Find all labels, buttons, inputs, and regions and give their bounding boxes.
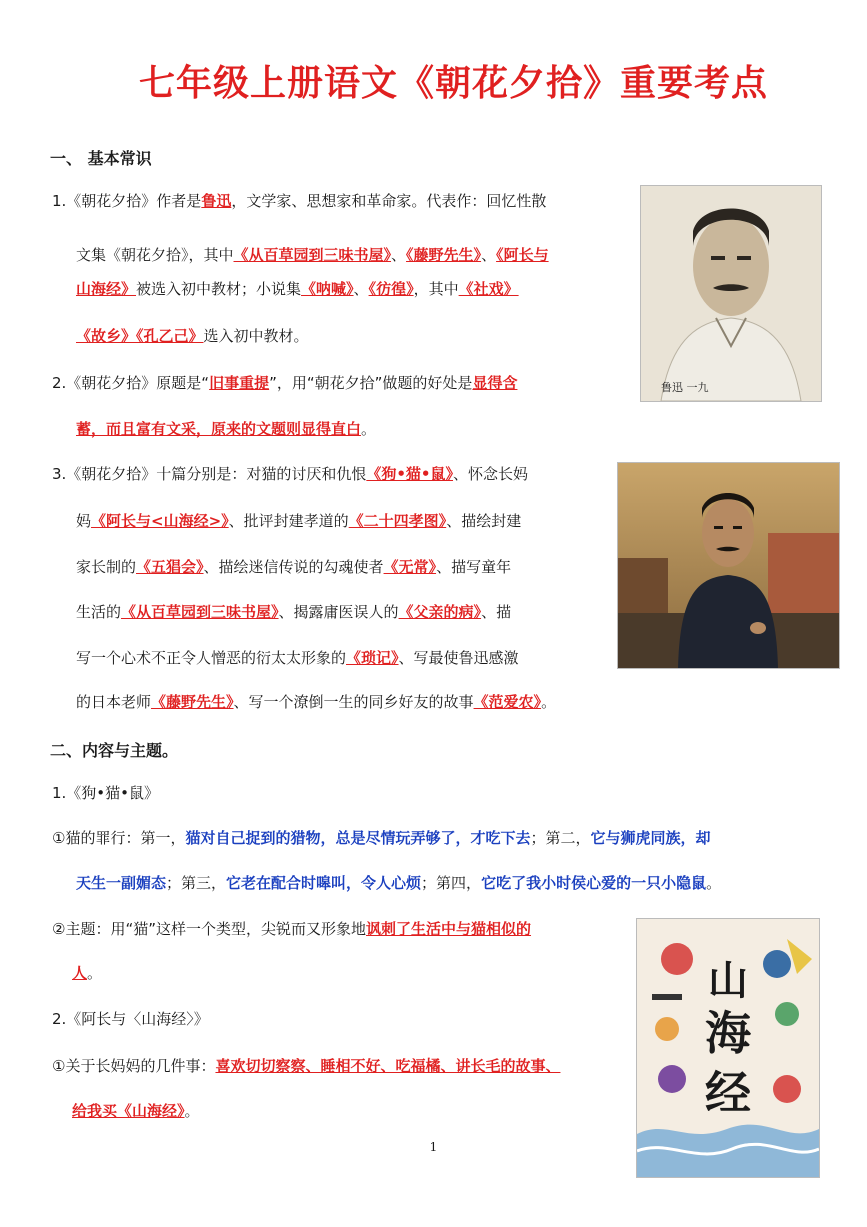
section-heading-content: 二、内容与主题。 <box>50 741 179 760</box>
para2-line2: 蓄，而且富有文采，原来的文题则显得直白。 <box>76 420 377 438</box>
shan-hai-jing-poster-image <box>636 918 820 1178</box>
para1-line3: 山海经》被选入初中教材；小说集《呐喊》、《彷徨》，其中《社戏》 <box>76 280 519 298</box>
para3-line3: 家长制的《五猖会》、描绘迷信传说的勾魂使者《无常》、描写童年 <box>76 558 512 576</box>
q2-line1: ①关于长妈妈的几件事：喜欢切切察察、睡相不好、吃福橘、讲长毛的故事、 <box>52 1057 561 1075</box>
para3-line5: 写一个心术不正令人憎恶的衍太太形象的《琐记》、写最使鲁迅感激 <box>76 649 519 667</box>
para2-line1: 2.《朝花夕拾》原题是“旧事重提”，用“朝花夕拾”做题的好处是显得含 <box>52 374 518 392</box>
para1-line2: 文集《朝花夕拾》，其中《从百草园到三味书屋》、《藤野先生》、《阿长与 <box>76 246 549 264</box>
q2-line2: 给我买《山海经》。 <box>72 1102 200 1120</box>
q2-heading: 2.《阿长与〈山海经〉》 <box>52 1010 209 1028</box>
para3-line2: 妈《阿长与<山海经>》、批评封建孝道的《二十四孝图》、描绘封建 <box>76 512 522 530</box>
para1-line1: 1.《朝花夕拾》作者是鲁迅，文学家、思想家和革命家。代表作：回忆性散 <box>52 192 547 210</box>
svg-text:鲁迅 一九: 鲁迅 一九 <box>661 381 709 394</box>
para3-line1: 3.《朝花夕拾》十篇分别是：对猫的讨厌和仇恨《狗•猫•鼠》、怀念长妈 <box>52 465 529 483</box>
para3-line6: 的日本老师《藤野先生》、写一个潦倒一生的同乡好友的故事《范爱农》。 <box>76 693 557 711</box>
q1-heading: 1.《狗•猫•鼠》 <box>52 784 160 802</box>
page-title: 七年级上册语文《朝花夕拾》重要考点 <box>138 63 768 104</box>
q1-line3: ②主题：用“猫”这样一个类型，尖锐而又形象地讽刺了生活中与猫相似的 <box>52 920 532 938</box>
para1-line4: 《故乡》《孔乙己》选入初中教材。 <box>76 327 309 345</box>
section-heading-basics: 一、 基本常识 <box>50 149 152 168</box>
lu-xun-painting-image <box>617 462 840 669</box>
q1-line2: 天生一副媚态；第三，它老在配合时嗥叫，令人心烦；第四，它吃了我小时侯心爱的一只小隐鼠。 <box>76 874 722 892</box>
q1-line4: 人。 <box>72 964 103 982</box>
poster-char-1: 山 <box>708 957 748 1004</box>
lu-xun-portrait-photo <box>640 185 822 402</box>
q1-line1: ①猫的罪行：第一，猫对自己捉到的猎物，总是尽情玩弄够了，才吃下去；第二，它与狮虎同族，却 <box>52 829 711 847</box>
para3-line4: 生活的《从百草园到三味书屋》、揭露庸医误人的《父亲的病》、描 <box>76 603 512 621</box>
poster-char-2: 海 <box>705 1006 751 1060</box>
page-number: 1 <box>429 1140 438 1154</box>
poster-char-3: 经 <box>705 1066 751 1120</box>
